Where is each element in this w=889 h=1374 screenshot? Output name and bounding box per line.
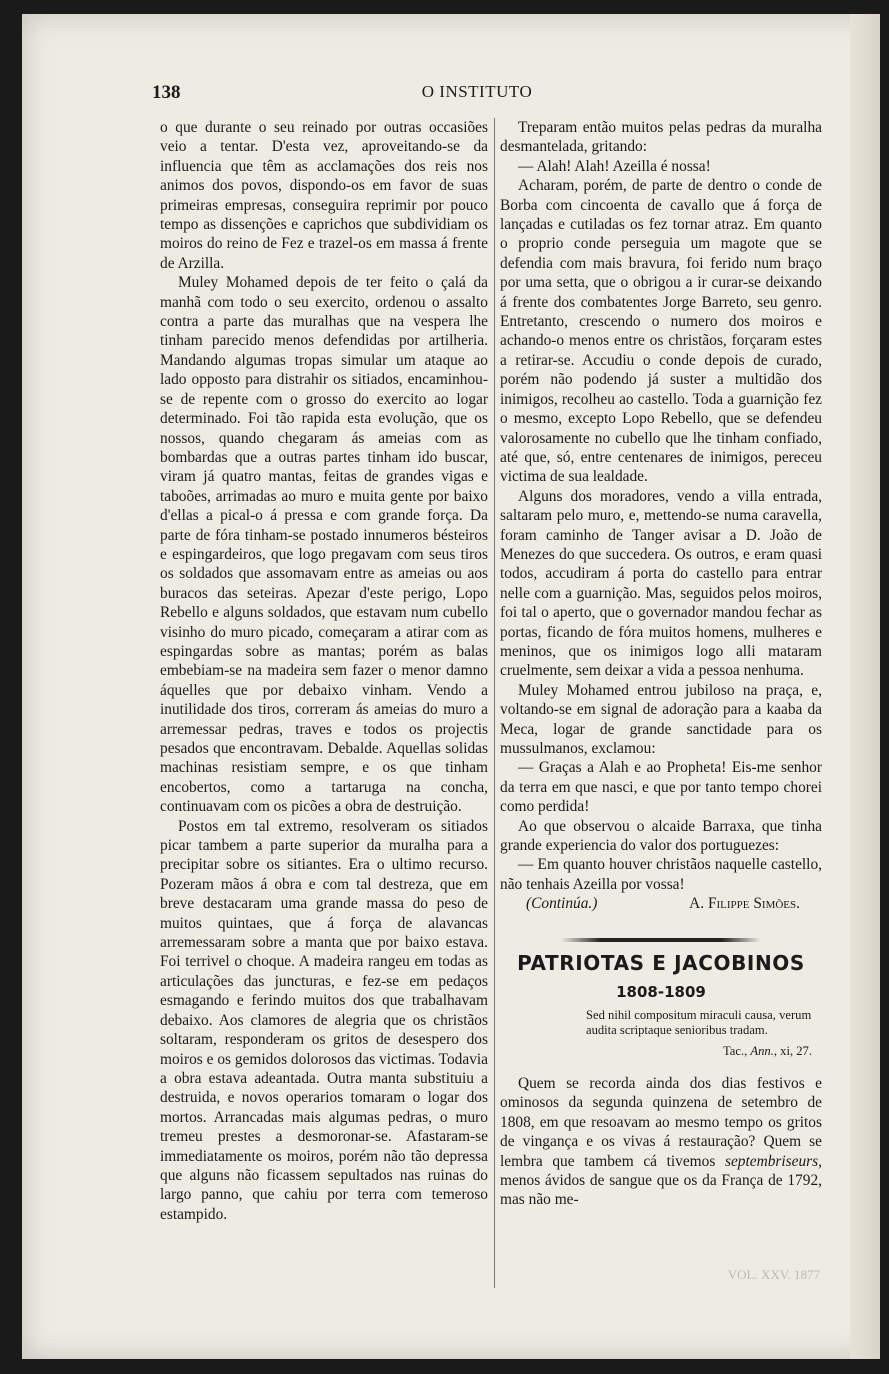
journal-title: O INSTITUTO	[421, 82, 533, 101]
epigraph-source	[500, 1042, 812, 1061]
p9-text-before: Quem se recorda ainda dos dias festivos e ominosos da segunda quinzena de setembro de 1808, em que resoavam ao mesmo tempo os gritos de vingança e os vivas á restauração? Quem se lembra que tambem cá tivemos	[500, 1074, 822, 1170]
article-author: A. Filippe Simões.	[689, 895, 800, 913]
section-title: PATRIOTAS E JACOBINOS	[517, 950, 805, 975]
left-paragraph-2: Muley Mohamed depois de ter feito o çalá da manhã com todo o seu exercito, ordenou o assalto contra a parte das muralhas que na vespera lhe tinham parecido menos defendidas por artilheria. Mandando algumas tropas simular um ataque ao lado opposto para distrahir os sitiados, encaminhou-se de repente com o grosso do exercito ao logar determinado. Foi tão rapida esta evolução, que os nossos, quando chegaram ás ameias com as bombardas que a outras partes tinham ido buscar, viram já quatro mantas, feitas de grandes vigas e taboões, arrimadas ao muro e muita gente por baixo d'ellas a pical-o á pressa e com grande força. Da parte de fóra tinham-se postado innumeros bésteiros e espingardeiros, que logo pregavam com seus tiros os soldados que assomavam entre as ameias ou aos buracos das seteiras. Apezar d'este perigo, Lopo Rebello e alguns soldados, que estavam num cubello visinho do muro picado, começaram a atirar com as espingardas sobre as mantas; porém as balas embebiam-se na madeira sem fazer o menor damno áquelles que por debaixo vinham. Vendo a inutilidade dos tiros, correram ás ameias do muro a arremessar pedras, traves e todos os projectis pesados que encontravam. Debalde. Aquellas solidas machinas resistiam sempre, e os que tinham encobertos, como a tartaruga na concha, continuavam com os picões a obra de destruição.	[160, 274, 488, 816]
left-column	[160, 118, 488, 1224]
right-column	[500, 118, 822, 1210]
left-paragraph-3: Postos em tal extremo, resolveram os sitiados picar tambem a parte superior da muralha para a precipitar sobre os sitiantes. Era o ultimo recurso. Pozeram mãos á obra e com tal destreza, que em breve destacaram uma grande massa do peso de muitos quintaes, que á força de alavancas arremessaram sobre a manta que por baixo estava. Foi terrivel o choque. A madeira rangeu em todas as articulações das juncturas, e fez-se em pedaços esmagando e ferindo muitos dos que trabalhavam debaixo. Aos clamores de alegria que os christãos soltaram, responderam os gritos de desespero dos moiros e os gemidos dolorosos das victimas. Todavia a obra estava adeantada. Outra manta substituiu a destruida, e novos operarios tomaram o logar dos mortos. Arrancadas mais algumas pedras, o muro tremeu prestes a desmoronar-se. Afastaram-se immediatamente os moiros, porém não tão depressa que alguns não ficassem sepultados nas ruinas do largo panno, que cahiu por terra com temeroso estampido.	[160, 817, 488, 1223]
right-paragraph-1: Treparam então muitos pelas pedras da muralha desmantelada, gritando:	[500, 119, 822, 156]
continua-note: (Continúa.)	[526, 895, 598, 913]
right-paragraph-7: Ao que observou o alcaide Barraxa, que tinha grande experiencia do valor dos portuguezes:	[500, 817, 822, 855]
epigraph-source-suffix: , xi, 27.	[773, 1044, 812, 1059]
scanned-page	[22, 14, 880, 1359]
column-rule	[494, 118, 495, 1288]
page-number: 138	[152, 82, 181, 103]
section-years: 1808-1809	[616, 983, 706, 1002]
epigraph: Sed nihil compositum miraculi causa, verum audita scriptaque senioribus tradam.	[586, 1008, 812, 1038]
right-paragraph-8: — Em quanto houver christãos naquelle castello, não tenhais Azeilla por vossa!	[500, 856, 822, 893]
right-paragraph-3: Acharam, porém, de parte de dentro o conde de Borba com cincoenta de cavallo que á força de lançadas e cutiladas os fez tornar atraz. Em quanto o proprio conde perseguia um magote que se defendia com mais bravura, foi ferido num braço por uma setta, que o obrigou a ir curar-se deixando á frente dos combatentes Jorge Barreto, seu genro. Entretanto, crescendo o numero dos moiros e achando-o menos entre os christãos, forçaram estes a retirar-se. Accudiu o conde depois de curado, porém não podendo já suster a multidão dos inimigos, recolheu ao castello. Toda a guarnição fez o mesmo, excepto Lopo Rebello, que se defendeu valorosamente no cubello que lhe tinham confiado, até que, só, entre centenares de inimigos, pereceu victima de sua lealdade.	[500, 177, 822, 486]
right-paragraph-6: — Graças a Alah e ao Propheta! Eis-me senhor da terra em que nasci, e que por tanto tempo chorei como perdida!	[500, 759, 822, 816]
page-edge-strip	[850, 14, 880, 1359]
right-paragraph-5: Muley Mohamed entrou jubiloso na praça, e, voltando-se em signal de adoração para a kaaba da Meca, logar de grande sanctidade para os mussulmanos, exclamou:	[500, 681, 822, 757]
p9-italic-term: septembriseurs,	[724, 1152, 822, 1170]
signature-line	[500, 894, 822, 913]
left-paragraph-1: o que durante o seu reinado por outras occasiões veio a tentar. D'esta vez, aproveitando-se da influencia que têm as acclamações dos reis nos animos dos povos, dispondo-os em favor de suas primeiras empresas, conseguira reprimir por pouco tempo as dissenções e caprichos que subdividiam os moiros do reino de Fez e trazel-os em massa á frente de Arzilla.	[160, 119, 488, 272]
running-head	[152, 82, 802, 106]
right-paragraph-9	[500, 1074, 822, 1210]
right-paragraph-2: — Alah! Alah! Azeilla é nossa!	[518, 157, 711, 175]
epigraph-source-prefix: Tac.,	[722, 1044, 751, 1059]
right-paragraph-4: Alguns dos moradores, vendo a villa entrada, saltaram pelo muro, e, mettendo-se numa caravella, foram caminho de Tanger avisar a D. João de Menezes do que succedera. Os outros, e eram quasi todos, accudiram á porta do castello para entrar nelle com a guarnição. Mas, seguidos pelos moiros, foi tal o aperto, que o governador mandou fechar as portas, ficando de fóra muitos homens, mulheres e meninos, que os inimigos logo alli mataram cruelmente, sem deixar a vida a pessoa nenhuma.	[500, 487, 822, 680]
epigraph-source-work: Ann.	[750, 1044, 774, 1059]
ornament-rule	[561, 938, 761, 942]
bleed-through-mark: VOL. XXV. 1877	[727, 1267, 820, 1282]
p9-text-after: menos ávidos de sangue que os da França de 1792, mas não me-	[500, 1171, 822, 1209]
